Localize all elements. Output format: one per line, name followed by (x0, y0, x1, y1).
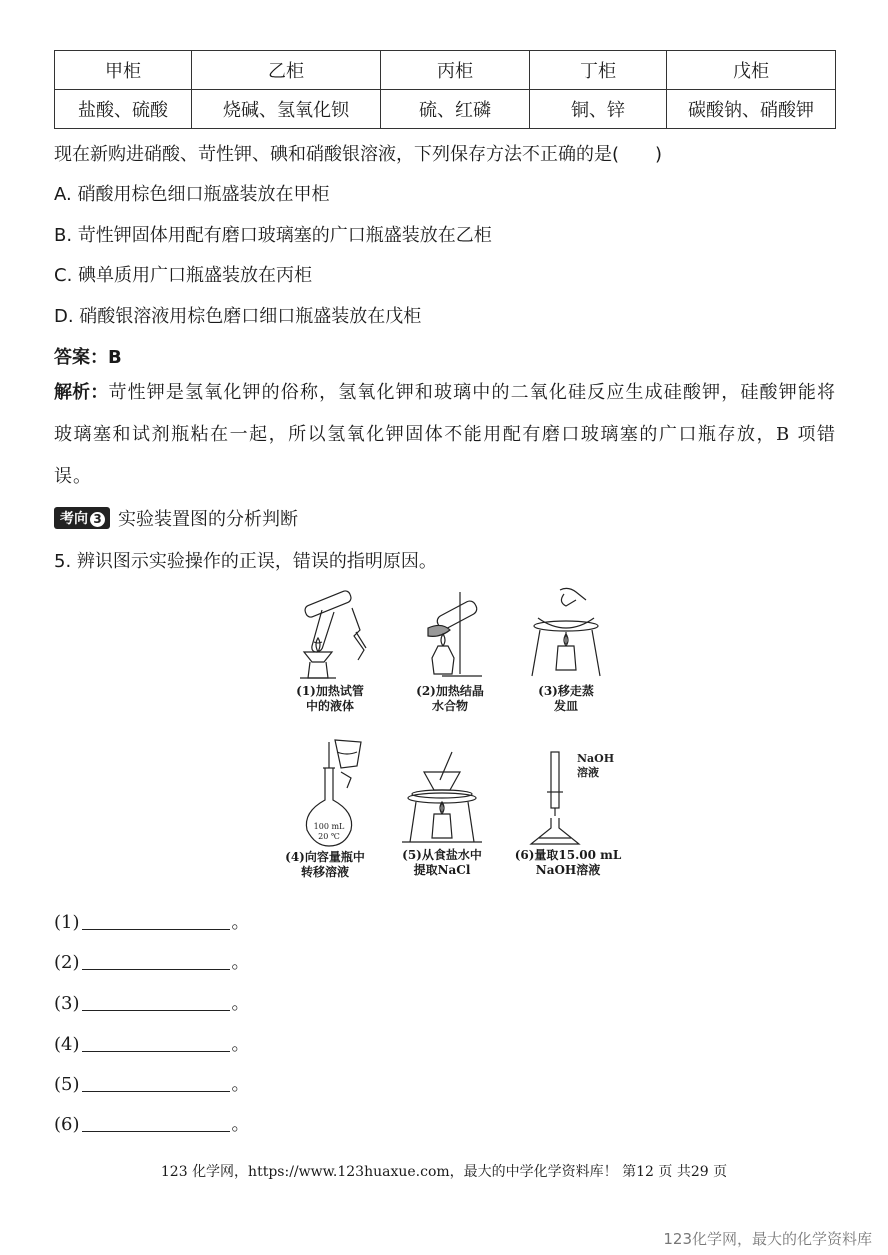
section-badge (54, 507, 110, 529)
figure-6 (506, 748, 630, 878)
blank-number: (4) (54, 1034, 80, 1055)
table-header-row (55, 51, 836, 90)
answer (54, 343, 122, 369)
figure-5 (384, 748, 500, 878)
table-cell: 盐酸、硫酸 (55, 90, 192, 129)
blank-number: (5) (54, 1074, 80, 1095)
answer-blank-4[interactable] (54, 1030, 250, 1056)
badge-text: 考向 (60, 511, 88, 527)
question-5: 5. 辨识图示实验操作的正误，错误的指明原因。 (54, 551, 437, 572)
moving-evaporating-dish-illustration (520, 584, 612, 684)
table-cell: 烧碱、氢氧化钡 (192, 90, 381, 129)
solution-label: 溶液 (577, 766, 599, 779)
answer-blank-3[interactable] (54, 989, 250, 1015)
option-d: D. 硝酸银溶液用棕色磨口细口瓶盛装放在戊柜 (54, 306, 422, 327)
question-text: 现在新购进硝酸、苛性钾、碘和硝酸银溶液，下列保存方法不正确的是( ) (54, 144, 663, 165)
evaporation-setup-illustration (392, 748, 492, 848)
blank-number: (1) (54, 912, 80, 933)
heating-crystal-hydrate-illustration (402, 588, 498, 684)
burette-naoh-illustration (513, 748, 623, 848)
section-heading (54, 505, 298, 531)
blank-line[interactable] (82, 1115, 230, 1132)
caption-line-1: (3)移走蒸 (538, 684, 594, 698)
figure-caption (270, 850, 380, 880)
analysis-text: 苛性钾是氢氧化钾的俗称，氢氧化钾和玻璃中的二氧化硅反应生成硅酸钾，硅酸钾能将玻璃塞和试剂瓶粘在一起，所以氢氧化钾固体不能用配有磨口玻璃塞的广口瓶存放，B 项错误。 (54, 382, 836, 487)
blank-number: (6) (54, 1114, 80, 1135)
figure-1 (275, 588, 385, 714)
caption-line-2: 发皿 (553, 699, 578, 713)
table-cell: 硫、红磷 (381, 90, 530, 129)
blank-number: (2) (54, 952, 80, 973)
blank-line[interactable] (82, 1035, 230, 1052)
option-a: A. 硝酸用棕色细口瓶盛装放在甲柜 (54, 184, 330, 205)
caption-line-1: (6)量取15.00 mL (514, 848, 622, 862)
table-cell: 碳酸钠、硝酸钾 (667, 90, 836, 129)
figure-caption (518, 684, 614, 714)
figure-caption (275, 684, 385, 714)
caption-line-1: (2)加热结晶 (416, 684, 484, 698)
flask-volume-label: 100 mL (313, 822, 345, 831)
blank-line[interactable] (82, 1075, 230, 1092)
analysis (54, 372, 836, 498)
figure-2 (400, 588, 500, 714)
answer-blank-6[interactable] (54, 1110, 250, 1136)
heating-test-tube-illustration (282, 588, 378, 684)
caption-line-1: (1)加热试管 (296, 684, 364, 698)
table-cell: 戊柜 (667, 51, 836, 90)
caption-line-1: (4)向容量瓶中 (285, 850, 365, 864)
table-cell: 甲柜 (55, 51, 192, 90)
analysis-label: 解析： (54, 382, 109, 403)
option-c: C. 碘单质用广口瓶盛装放在丙柜 (54, 265, 313, 286)
answer-blank-2[interactable] (54, 948, 250, 974)
answer-blank-5[interactable] (54, 1070, 250, 1096)
blank-end: 。 (231, 1074, 250, 1095)
figure-caption (400, 684, 500, 714)
figure-caption (506, 848, 630, 878)
caption-line-1: (5)从食盐水中 (402, 848, 482, 862)
page-footer: 123 化学网，https://www.123huaxue.com，最大的中学化学资料库！ 第12 页 共29 页 (160, 1164, 728, 1180)
figure-4 (270, 738, 380, 880)
naoh-label: NaOH (577, 752, 615, 765)
answer-blank-1[interactable] (54, 908, 250, 934)
blank-number: (3) (54, 993, 80, 1014)
watermark: 123化学网，最大的化学资料库 (663, 1230, 872, 1248)
answer-value: B (108, 347, 122, 368)
blank-line[interactable] (82, 913, 230, 930)
table-cell: 铜、锌 (530, 90, 667, 129)
blank-end: 。 (231, 1114, 250, 1135)
blank-end: 。 (231, 912, 250, 933)
volumetric-flask-illustration (277, 738, 373, 850)
option-b: B. 苛性钾固体用配有磨口玻璃塞的广口瓶盛装放在乙柜 (54, 225, 492, 246)
figure-caption (384, 848, 500, 878)
table-row (55, 90, 836, 129)
table-cell: 丁柜 (530, 51, 667, 90)
blank-end: 。 (231, 952, 250, 973)
cabinet-table (54, 50, 836, 129)
table-cell: 乙柜 (192, 51, 381, 90)
blank-end: 。 (231, 1034, 250, 1055)
caption-line-2: 中的液体 (305, 699, 354, 713)
table-cell: 丙柜 (381, 51, 530, 90)
caption-line-2: 提取NaCl (413, 863, 471, 877)
caption-line-2: NaOH溶液 (535, 863, 601, 877)
figure-3 (518, 584, 614, 714)
caption-line-2: 水合物 (431, 699, 468, 713)
blank-line[interactable] (82, 953, 230, 970)
blank-end: 。 (231, 993, 250, 1014)
section-title: 实验装置图的分析判断 (118, 509, 298, 530)
flask-temp-label: 20 ℃ (318, 832, 340, 841)
badge-number: 3 (90, 512, 105, 527)
caption-line-2: 转移溶液 (300, 865, 349, 879)
blank-line[interactable] (82, 994, 230, 1011)
answer-label: 答案： (54, 347, 108, 368)
